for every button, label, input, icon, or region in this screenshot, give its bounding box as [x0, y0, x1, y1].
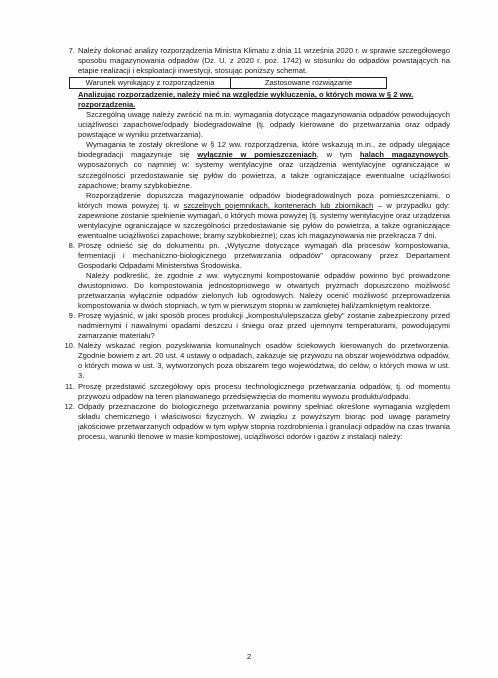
- document-body: [55, 46, 450, 442]
- item-text: Proszę przedstawić szczegółowy opis procesu technologicznego przetwarzania odpadów, tj. od momentu przywozu odpadów na teren planowanego przedsięwzięcia do momentu wywozu produktu/odpadu.: [78, 381, 450, 401]
- list-item-8: [55, 241, 450, 311]
- list-item-10: [55, 341, 450, 381]
- table-header-condition: Warunek wynikający z rozporządzenia: [70, 78, 231, 89]
- list-item-7: [55, 46, 450, 76]
- item-text: Odpady przeznaczone do biologicznego przetwarzania powinny spełniać określone wymagania względem składu chemicznego i właściwości fizycznych. W związku z powyższym biorąc pod uwagę parametry jakościowe przetwarzanych odpadów w tym wpływ stopnia rozdrobnienia i granulacji odpadów na czas trwania procesu, warunki tlenowe w masie kompostowej, uciążliwości odorów i gazów z instalacji należy:: [78, 401, 450, 441]
- item-text: Należy dokonać analizy rozporządzenia Ministra Klimatu z dnia 11 września 2020 r. w sprawie szczegółowego sposobu magazynowania odpadów (Dz. U. z 2020 r. poz. 1742) w stosunku do odpadów powstających na etapie realizacji i eksploatacji inwestycji, stosując poniższy schemat.: [78, 46, 450, 76]
- analysis-paragraph-1: Szczególną uwagę należy zwrócić na m.in. wymagania dotyczące magazynowania odpadów powodujących uciążliwości zapachowe/odpady biodegradowalne (tj. odpady kierowane do przetwarzania oraz odpady powstające w wyniku przetwarzania).: [78, 110, 450, 140]
- item-text-continued: Należy podkreślić, że zgodnie z ww. wytycznymi kompostowanie odpadów powinno być prowadzone dwustopniowo. Do kompostowania jednostopniowego w otwartych pryzmach dopuszczono możliwość przetwarzania wyłącznie odpadów zielonych lub ogrodowych. Należy ocenić możliwość przeprowadzenia kompostowania w dwóch stopniach, w tym w pierwszym stopniu w zamkniętej hali/zamkniętym reaktorze.: [78, 270, 450, 311]
- analysis-section: [55, 90, 450, 241]
- item-number: 12.: [64, 401, 75, 411]
- underlined-text: szczelnych pojemnikach, kontenerach lub zbiornikach: [183, 200, 374, 210]
- item-text: Należy wskazać region pozyskiwania komunalnych osadów ściekowych kierowanych do przetworzenia. Zgodnie bowiem z art. 20 ust. 4 ustawy o odpadach, zakazuje się przywozu na obszar województwa odpadów, o których mowa w ust. 3, wytworzonych poza obszarem tego województwa, do celów, o których mowa w ust. 3.: [78, 341, 450, 381]
- item-number: 7.: [68, 46, 75, 55]
- text-run: – w przypadku gdy: zapewnione zostanie spełnienie wymagań, o których mowa powyżej (tj. systemy wentylacyjne oraz urządzenia wentylacyjne ograniczające w szczególności przedostawanie się pyłów do powietrza, a także ograniczające ewentualne uciążliwości zapachowe; bramy szybkobieżne); czas ich magazynowania nie przekracza 7 dni.: [78, 200, 450, 240]
- table-header-solution: Zastosowane rozwiązanie: [231, 78, 387, 89]
- text-run: , w tym: [316, 150, 360, 160]
- analysis-paragraph-2: [78, 140, 450, 190]
- text-run: Wymagania te zostały określone w § 12 ww. rozporządzenia, które wskazują m.in., że odpady ulegające biodegradacji magazynuje się: [78, 140, 450, 160]
- analysis-paragraph-3: [78, 191, 450, 241]
- text-run: Rozporządzenie dopuszcza magazynowanie odpadów biodegradowalnych poza pomieszczeniami, o których mowa powyżej tj. w: [78, 190, 450, 210]
- list-item-9: [55, 311, 450, 341]
- page-number: 2: [246, 652, 252, 661]
- item-number: 10.: [64, 341, 75, 351]
- schema-table: [69, 77, 387, 89]
- list-item-12: [55, 402, 450, 442]
- item-number: 11.: [65, 381, 75, 391]
- item-number: 8.: [68, 240, 75, 250]
- item-text: Proszę odnieść się do dokumentu pn. „Wytyczne dotyczące wymagań dla procesów kompostowania, fermentacji i mechaniczno-biologicznego przetwarzania odpadów” opracowany przez Departament Gospodarki Odpadami Ministerstwa Środowiska.: [78, 240, 450, 270]
- text-run: , wyposażonych co najmniej w: systemy wentylacyjne oraz urządzenia wentylacyjne ograniczające w szczególności przedostawanie się pyłów do powietrza, a także ograniczające ewentualne uciążliwości zapachowe; bramy szybkobieżne.: [78, 150, 451, 190]
- emphasis-text: halach magazynowych: [359, 150, 448, 160]
- item-number: 9.: [68, 311, 75, 321]
- list-item-11: [55, 382, 450, 402]
- analysis-heading: Analizując rozporządzenie, należy mieć na względzie wykluczenia, o których mowa w § 2 ww. rozporządzenia.: [78, 90, 414, 110]
- emphasis-text: wyłącznie w pomieszczeniach: [197, 150, 317, 160]
- item-text: Proszę wyjaśnić, w jaki sposób proces produkcji „kompostu/ulepszacza gleby” zostanie zabezpieczony przed nadmiernymi i nawalnymi opadami deszczu i śniegu oraz przed ujemnymi temperaturami, powodującymi zamarzanie materiału?: [78, 311, 450, 341]
